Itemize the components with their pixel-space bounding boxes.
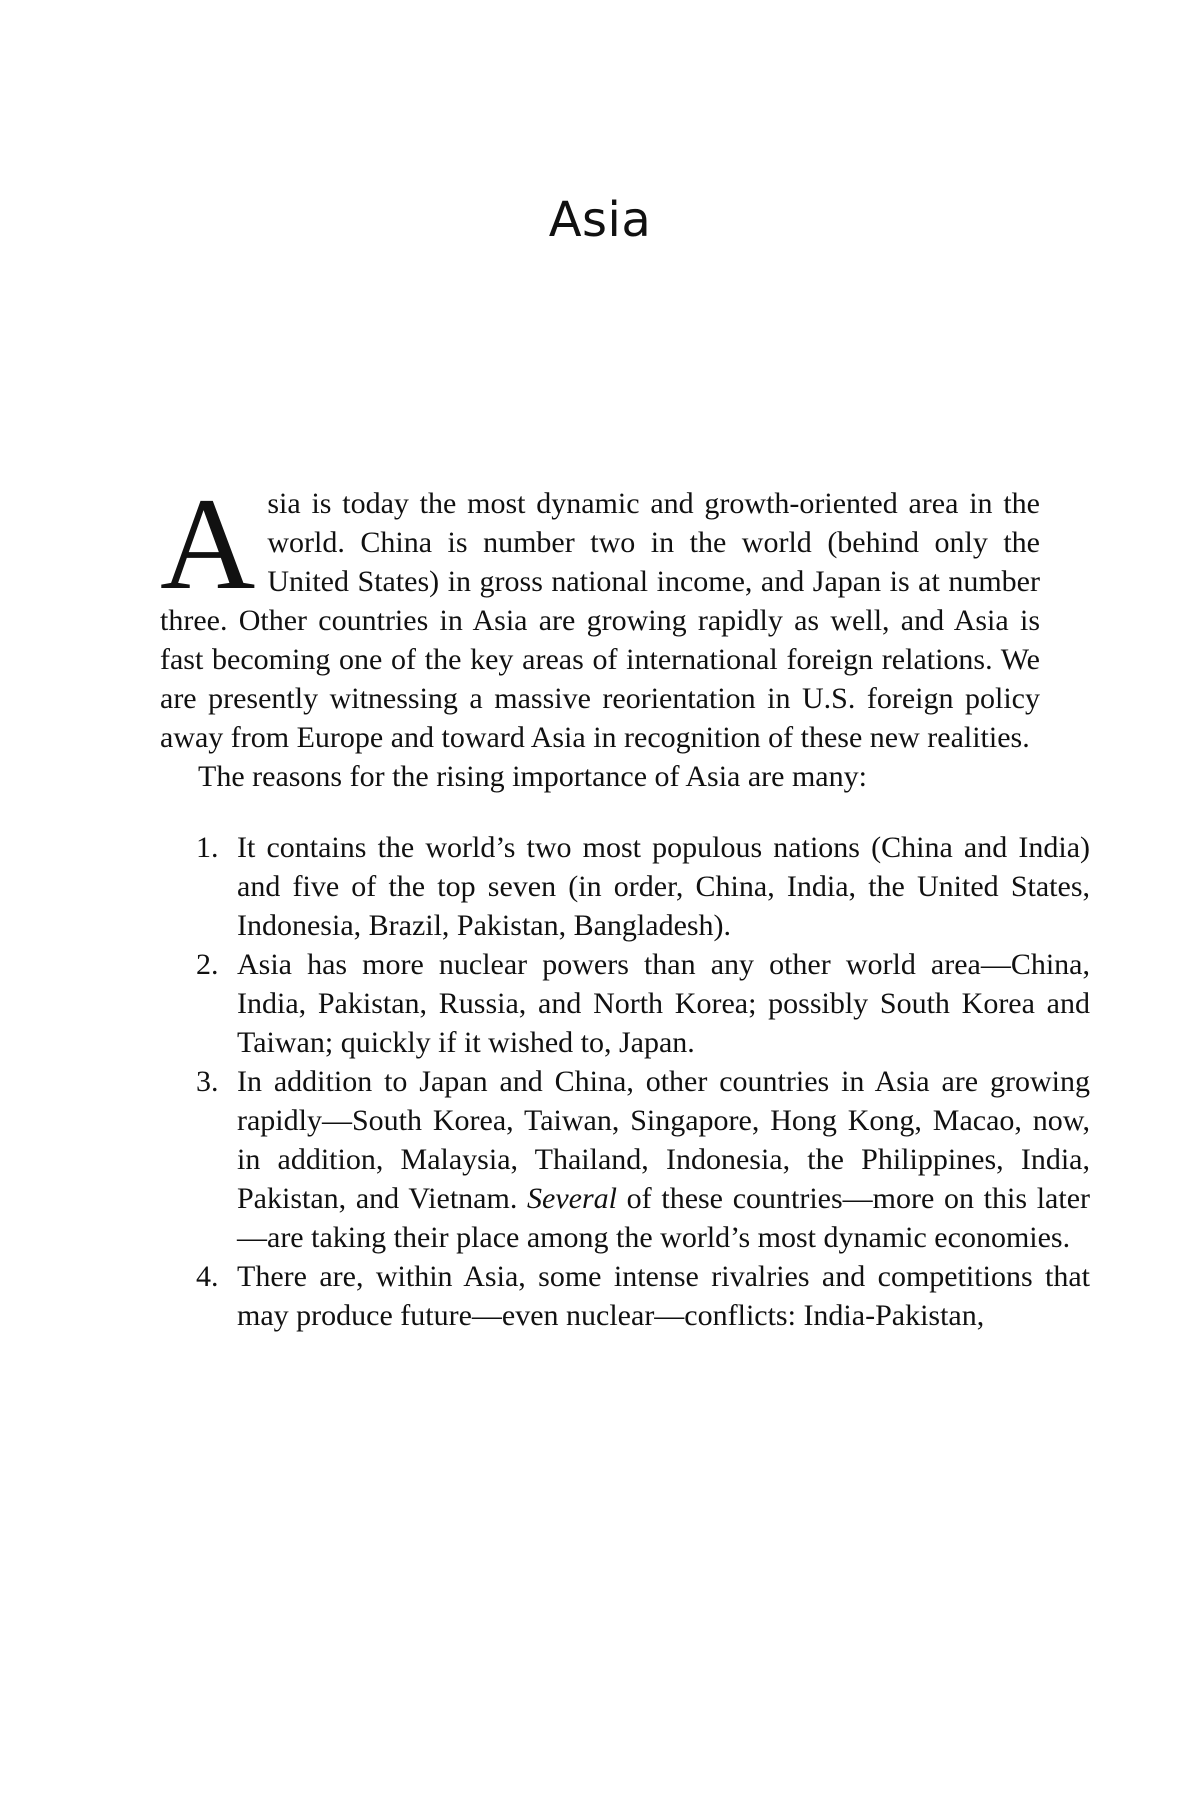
- list-item: [160, 1257, 1090, 1335]
- list-item: [160, 1062, 1090, 1257]
- list-item-text: Asia has more nuclear powers than any other world area—China, India, Pakistan, Russia, and North Korea; possibly South Korea and Taiwan; quickly if it wished to, Japan.: [237, 948, 1090, 1059]
- list-item-number: 1.: [196, 831, 219, 864]
- italic-emphasis: Several: [527, 1182, 617, 1215]
- list-item-text: There are, within Asia, some intense rivalries and competitions that may produce future—even nuclear—conflicts: India-Pakistan,: [237, 1260, 1090, 1332]
- list-item-text: In addition to Japan and China, other countries in Asia are growing rapidly—South Korea, Taiwan, Singapore, Hong Kong, Macao, now, in addition, Malaysia, Thailand, Indonesia, the Philippines, India, Pakistan, and Vietnam.: [237, 1065, 1090, 1215]
- drop-cap-letter: A: [160, 470, 256, 617]
- list-item-text: It contains the world’s two most populous nations (China and India) and five of the top seven (in order, China, India, the United States, Indonesia, Brazil, Pakistan, Bangladesh).: [237, 831, 1090, 942]
- chapter-title: Asia: [548, 192, 652, 248]
- intro-paragraph: [160, 470, 1040, 757]
- chapter-body: [160, 470, 1091, 1335]
- list-item: [160, 828, 1090, 945]
- list-item-number: 2.: [196, 948, 219, 981]
- list-item: [160, 945, 1090, 1062]
- list-item-number: 4.: [196, 1260, 219, 1293]
- reasons-intro-sentence: The reasons for the rising importance of Asia are many:: [198, 760, 867, 793]
- list-item-number: 3.: [196, 1065, 219, 1098]
- reasons-list: [160, 828, 1090, 1335]
- intro-paragraph-text: sia is today the most dynamic and growth-oriented area in the world. China is number two in the world (behind only the United States) in gross national income, and Japan is at number three. Other countries in Asia are growing rapidly as well, and Asia is fast becoming one of the key areas of international foreign relations. We are presently witnessing a massive reorientation in U.S. foreign policy away from Europe and toward Asia in recognition of these new realities.: [160, 487, 1040, 754]
- list-item-text-continued: of these countries—more on this later—are taking their place among the world’s most dynamic economies.: [237, 1182, 1091, 1254]
